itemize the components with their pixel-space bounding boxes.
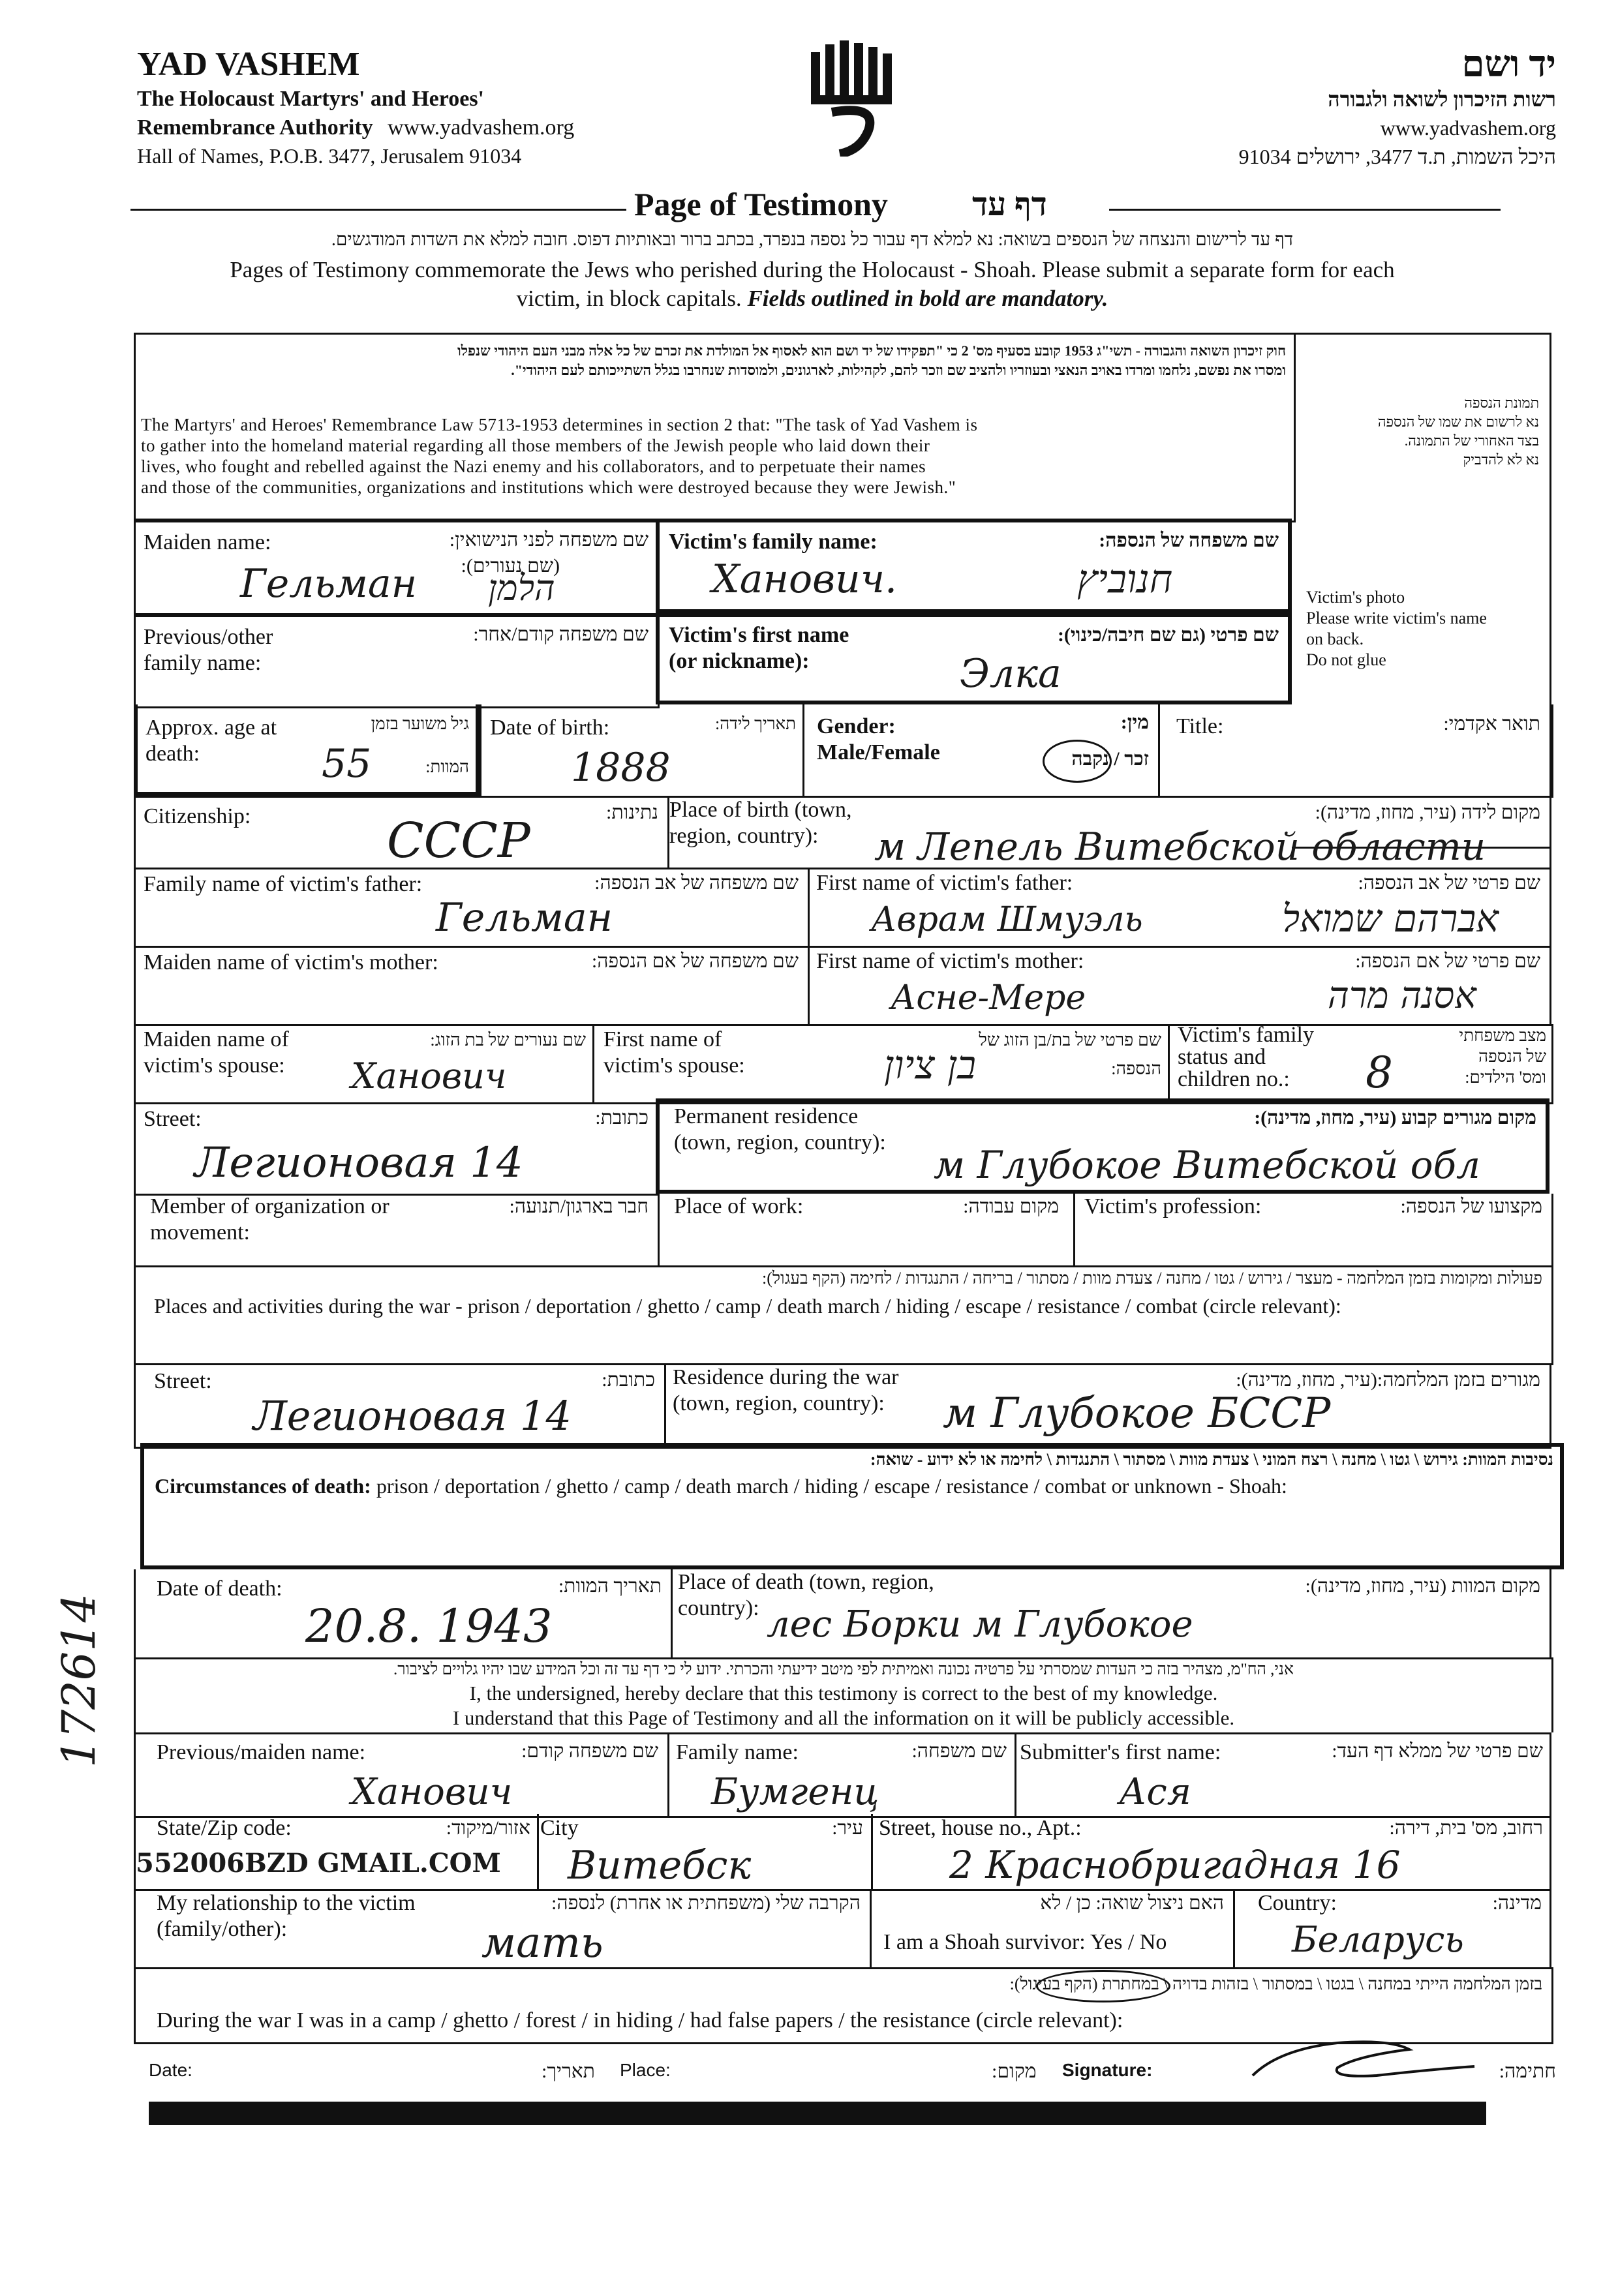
submitter-family-name-field[interactable] xyxy=(665,1732,1016,1818)
maiden-name-field[interactable] xyxy=(134,519,660,617)
profession-field[interactable] xyxy=(1073,1194,1553,1267)
mother-first-value-he: אסנה מרה xyxy=(1328,974,1476,1017)
family-name-label-he: שם משפחה של הנספה: xyxy=(1099,530,1279,551)
activities-field[interactable] xyxy=(134,1265,1553,1365)
declaration xyxy=(134,1657,1553,1732)
submitter-street-field[interactable] xyxy=(871,1814,1551,1891)
photo-en-3: on back. xyxy=(1306,629,1364,648)
submitter-family-name-label-he: שם משפחה: xyxy=(911,1740,1007,1762)
maiden-name-label: Maiden name: xyxy=(144,530,271,554)
submitter-relationship-field[interactable] xyxy=(134,1889,872,1969)
previous-name-label-he: שם משפחה קודם/אחר: xyxy=(473,624,649,645)
submitter-relationship-label-he: הקרבה שלי (משפחתית או אחרת) לנספה: xyxy=(551,1892,861,1914)
org-name-en: YAD VASHEM xyxy=(137,46,360,83)
submitter-first-name-label: Submitter's first name: xyxy=(1020,1740,1221,1764)
age-label xyxy=(145,715,277,767)
family-status-label-3: children no.: xyxy=(1178,1067,1290,1091)
spouse-first-label xyxy=(603,1027,745,1079)
death-place-field[interactable] xyxy=(669,1569,1551,1659)
submitter-war-status-label-he: בזמן המלחמה הייתי במחנה \ בגטו \ במסתור \ בזהות בדויה \ במחתרת (הקף בעיגול): xyxy=(1009,1974,1542,1993)
organization-label-he: חבר בארגון/תנועה: xyxy=(509,1196,649,1217)
previous-name-field[interactable] xyxy=(134,613,660,708)
law-he-1: חוק זיכרון השואה והגבורה - תשי"ג 1953 קובע בסעיף מס' 2 כי "תפקידו של יד ושם הוא לאסוף אל המולדת את זכרם של כל אלה מבני העם היהודי שנפלו xyxy=(457,342,1286,359)
submitter-city-field[interactable] xyxy=(535,1814,873,1891)
activities-label-he: פעולות ומקומות בזמן המלחמה - מעצר / גירוש / גטו / מחנה / צעדת מוות / מסתור / בריחה / התנגדות / לחימה (הקף בעגול): xyxy=(762,1269,1542,1288)
declaration-en-2: I understand that this Page of Testimony and all the information on it will be publicly accessible. xyxy=(452,1706,1235,1729)
mother-first-value: Асне-Мере xyxy=(891,978,1086,1018)
submitter-city-value: Витебск xyxy=(568,1843,752,1888)
circumstances-label-he: נסיבות המוות: גירוש \ גטו \ מחנה \ רצח המוני \ צעדת מוות \ מסתור \ התנגדות \ לחימה או לא ידוע - שואה: xyxy=(870,1450,1553,1469)
residence-field[interactable] xyxy=(656,1098,1549,1194)
maiden-name-value-he: הלמן xyxy=(488,567,555,609)
submitter-country-label-he: מדינה: xyxy=(1492,1892,1542,1914)
death-place-label-he: מקום המוות (עיר, מחוז, מדינה): xyxy=(1305,1575,1540,1597)
photo-he-2: נא לרשום את שמו של הנספה xyxy=(1377,414,1539,430)
street-label-he: כתובת: xyxy=(595,1107,649,1128)
spouse-maiden-label-he: שם נעורים של בת הזוג: xyxy=(430,1030,586,1050)
family-status-label-1: Victim's family xyxy=(1178,1023,1314,1047)
maiden-name-label-he: שם משפחה לפני הנישואין: xyxy=(449,529,649,551)
age-value: 55 xyxy=(322,741,372,787)
father-first-value: Аврам Шмуэль xyxy=(871,900,1143,939)
submitter-zip-value: 552006BZD GMAIL.COM xyxy=(136,1848,501,1879)
law-en xyxy=(141,414,1289,498)
residence-label xyxy=(674,1104,886,1156)
citizenship-field[interactable] xyxy=(134,796,669,869)
citizenship-label: Citizenship: xyxy=(144,804,251,828)
street-field[interactable] xyxy=(134,1102,660,1196)
maiden-name-label-he2: (שם נעורים): xyxy=(461,555,560,577)
spouse-first-label-he-1: שם פרטי של בת/בן הזוג של xyxy=(979,1030,1161,1050)
submitter-street-label-he: רחוב, מס' בית, דירה: xyxy=(1389,1817,1543,1839)
law-he-2: ומסרו את נפשם, נלחמו ומרדו באויב הנאצי ובעוזריו ולהציב שם וזכר להם, לקהילות, לארגונים, ולמוסדות שנחרבו בגלל השתייכותם לעם היהודי". xyxy=(511,362,1286,378)
war-street-value: Легионовая 14 xyxy=(253,1392,572,1440)
war-status-circle-mark xyxy=(1036,1970,1170,2002)
declaration-en-1: I, the undersigned, hereby declare that this testimony is correct to the best of my knowledge. xyxy=(469,1682,1218,1704)
war-street-label-he: כתובת: xyxy=(602,1369,655,1391)
submitter-street-value: 2 Краснобригадная 16 xyxy=(949,1843,1401,1887)
war-residence-label xyxy=(673,1365,899,1417)
war-residence-label-2: (town, region, country): xyxy=(673,1391,885,1415)
first-name-label-1: Victim's first name xyxy=(669,623,849,647)
father-family-label-he: שם משפחה של אב הנספה: xyxy=(594,872,799,894)
spouse-first-field[interactable] xyxy=(590,1024,1168,1104)
first-name-label-he: שם פרטי (גם שם חיבה/כינוי): xyxy=(1057,624,1279,646)
law-he xyxy=(144,341,1286,380)
law-box xyxy=(134,333,1296,522)
submitter-survivor-label: I am a Shoah survivor: Yes / No xyxy=(883,1930,1167,1954)
activities-label: Places and activities during the war - prison / deportation / ghetto / camp / death march / hiding / escape / resistance / combat (circle relevant): xyxy=(154,1294,1341,1318)
father-first-field[interactable] xyxy=(806,868,1551,948)
instructions-en-1: Pages of Testimony commemorate the Jews who perished during the Holocaust - Shoah. Please submit a separate form for each xyxy=(230,257,1395,282)
death-place-value: лес Борки м Глубокое xyxy=(767,1603,1193,1646)
family-name-value: Ханович. xyxy=(712,556,898,602)
family-name-value-he: חנוביץ xyxy=(1077,556,1173,602)
birthplace-label-1: Place of birth (town, xyxy=(669,798,852,822)
birthplace-value: м Лепель Витебской области xyxy=(874,824,1486,869)
submitter-relationship-value: мать xyxy=(481,1919,603,1967)
footer-date-label-he: תאריך: xyxy=(542,2061,595,2082)
spouse-first-label-he-2: הנספה: xyxy=(1111,1059,1161,1078)
submitter-prev-name-value: Ханович xyxy=(351,1771,513,1813)
submitter-prev-name-label: Previous/maiden name: xyxy=(157,1740,366,1764)
birthplace-field[interactable] xyxy=(665,796,1551,869)
title-field[interactable] xyxy=(1158,704,1549,796)
spouse-first-value: בן ציון xyxy=(884,1042,977,1088)
father-first-label-he: שם פרטי של אב הנספה: xyxy=(1358,872,1540,894)
mother-first-label: First name of victim's mother: xyxy=(816,949,1084,973)
photo-en-4: Do not glue xyxy=(1306,650,1386,669)
profession-label-he: מקצועו של הנספה: xyxy=(1400,1196,1542,1217)
law-en-2: to gather into the homeland material regarding all those members of the Jewish people who laid down their xyxy=(141,436,930,455)
street-value: Легионовая 14 xyxy=(194,1139,523,1187)
page-title-en: Page of Testimony xyxy=(634,186,888,222)
photo-instructions-en xyxy=(1306,587,1487,671)
spouse-maiden-label-2: victim's spouse: xyxy=(144,1053,285,1078)
gender-value: זכר / נקבה xyxy=(1071,748,1149,770)
father-family-label: Family name of victim's father: xyxy=(144,872,423,896)
authority-line xyxy=(137,113,574,142)
mother-maiden-label: Maiden name of victim's mother: xyxy=(144,950,438,974)
law-en-3: lives, who fought and rebelled against the Nazi enemy and his collaborators, and to perpetuate their names xyxy=(141,457,926,476)
circumstances-label-bold: Circumstances of death: xyxy=(155,1474,371,1498)
war-residence-value: м Глубокое БССР xyxy=(943,1389,1331,1438)
submitter-survivor-field[interactable] xyxy=(868,1889,1235,1969)
residence-label-2: (town, region, country): xyxy=(674,1130,886,1155)
family-status-label-he-2: של הנספה xyxy=(1478,1047,1546,1066)
submitter-country-label: Country: xyxy=(1258,1891,1337,1915)
address-he: היכל השמות, ת.ד 3477, ירושלים 91034 xyxy=(1238,145,1556,168)
submitter-zip-label-he: אזור/מיקוד: xyxy=(446,1817,530,1839)
age-label-he-2: המוות: xyxy=(425,757,469,776)
birthplace-label-2: region, country): xyxy=(669,824,819,848)
submitter-prev-name-label-he: שם משפחה קודם: xyxy=(521,1740,658,1762)
family-name-field[interactable] xyxy=(656,519,1292,613)
mother-maiden-label-he: שם משפחה של אם הנספה: xyxy=(591,950,799,972)
dob-label-he: תאריך לידה: xyxy=(715,714,796,733)
gender-label-2: Male/Female xyxy=(817,740,940,764)
death-place-label-1: Place of death (town, region, xyxy=(678,1570,934,1594)
father-family-value: Гельман xyxy=(436,895,613,941)
submitter-city-label-he: עיר: xyxy=(832,1817,863,1839)
submitter-family-name-value: Бумгенц xyxy=(711,1771,879,1813)
page-title-he: דף עד xyxy=(972,186,1047,222)
dob-field[interactable] xyxy=(480,704,802,796)
circumstances-label xyxy=(155,1474,1287,1498)
org-header-en xyxy=(137,44,574,170)
age-label-he-1: גיל משוער בזמן xyxy=(371,714,469,733)
residence-label-1: Permanent residence xyxy=(674,1104,859,1128)
dob-label: Date of birth: xyxy=(490,716,610,740)
age-field[interactable] xyxy=(134,704,480,796)
spouse-maiden-value: Ханович xyxy=(351,1055,507,1096)
family-status-label-he-3: ומס' הילדים: xyxy=(1465,1068,1546,1087)
gender-label-1: Gender: xyxy=(817,714,896,738)
submitter-first-name-label-he: שם פרטי של ממלא דף העד: xyxy=(1332,1740,1543,1762)
authority-en-2: Remembrance Authority xyxy=(137,115,373,140)
previous-name-label xyxy=(144,624,273,676)
law-en-4: and those of the communities, organizations and institutions which were destroyed because they were Jewish." xyxy=(141,477,956,497)
photo-he-4: נא לא להדביק xyxy=(1463,451,1539,468)
bottom-bar xyxy=(149,2102,1486,2125)
instructions-he: דף עד לרישום והנצחה של הנספים בשואה: נא למלא דף עבור כל נספה בנפרד, בכתב ברור ובאותיות דפוס. חובה למלא את השדות המודגשים. xyxy=(331,230,1294,250)
gender-label xyxy=(817,714,940,766)
org-header-he xyxy=(1099,44,1556,171)
work-field[interactable] xyxy=(656,1194,1073,1267)
father-first-label: First name of victim's father: xyxy=(816,871,1073,895)
signature-mark xyxy=(1240,2030,1488,2089)
circumstances-field[interactable] xyxy=(140,1443,1564,1569)
academic-title-label-he: תואר אקדמי: xyxy=(1443,713,1540,734)
birthplace-label-he: מקום לידה (עיר, מחוז, מדינה): xyxy=(1315,802,1540,823)
footer-place-label-he: מקום: xyxy=(992,2061,1037,2082)
age-label-2: death: xyxy=(145,742,200,766)
mother-maiden-field[interactable] xyxy=(134,946,810,1026)
family-name-label: Victim's family name: xyxy=(669,530,878,554)
submitter-first-name-field[interactable] xyxy=(1015,1732,1551,1818)
photo-he-3: בצד האחורי של התמונה. xyxy=(1404,432,1539,449)
photo-instructions-he xyxy=(1298,393,1539,469)
submitter-family-name-label: Family name: xyxy=(676,1740,799,1764)
mother-first-label-he: שם פרטי של אם הנספה: xyxy=(1355,950,1540,972)
instructions-en xyxy=(130,256,1494,313)
war-street-field[interactable] xyxy=(134,1363,666,1449)
submitter-country-value: Беларусь xyxy=(1292,1919,1464,1960)
submitter-street-label: Street, house no., Apt.: xyxy=(879,1816,1082,1840)
website-en: www.yadvashem.org xyxy=(388,115,575,140)
first-name-value: Элка xyxy=(960,651,1061,697)
submitter-survivor-label-he: האם ניצול שואה: כן / לא xyxy=(1040,1892,1224,1914)
previous-name-label-2: family name: xyxy=(144,651,262,675)
organization-label xyxy=(150,1194,389,1246)
margin-number: 172614 xyxy=(52,1593,106,1768)
family-status-label xyxy=(1178,1024,1314,1091)
family-status-label-he-1: מצב משפחתי xyxy=(1459,1026,1546,1045)
submitter-zip-field[interactable] xyxy=(134,1814,539,1891)
org-name-he: יד ושם xyxy=(1461,44,1556,85)
birthplace-label xyxy=(669,797,852,849)
gender-field[interactable] xyxy=(802,704,1158,796)
spouse-maiden-label xyxy=(144,1027,289,1079)
submitter-prev-name-field[interactable] xyxy=(134,1732,669,1818)
dod-field[interactable] xyxy=(134,1569,673,1659)
submitter-relationship-label-2: (family/other): xyxy=(157,1917,288,1941)
dod-value: 20.8. 1943 xyxy=(305,1599,553,1653)
family-status-value: 8 xyxy=(1366,1048,1393,1098)
instructions-en-2: victim, in block capitals. xyxy=(516,286,742,311)
address-en: Hall of Names, P.O.B. 3477, Jerusalem 91034 xyxy=(137,144,522,168)
gender-label-he: מין: xyxy=(1120,712,1149,733)
residence-label-he: מקום מגורים קבוע (עיר, מחוז, מדינה): xyxy=(1254,1107,1536,1128)
footer-signature-label: Signature: xyxy=(1062,2060,1153,2080)
dob-value: 1888 xyxy=(571,745,671,791)
dod-label: Date of death: xyxy=(157,1577,282,1601)
declaration-he: אני, הח"מ, מצהיר בזה כי העדות שמסרתי על פרטיה נכונה ואמיתית לפי מיטב ידיעתי והכרתי. ידוע לי כי דף עד זה וכל המידע שבו יהיו גלויים לציבור. xyxy=(393,1661,1294,1678)
spouse-maiden-field[interactable] xyxy=(134,1024,594,1104)
age-label-1: Approx. age at xyxy=(145,716,277,740)
footer-date-label: Date: xyxy=(149,2060,192,2080)
spouse-maiden-label-1: Maiden name of xyxy=(144,1027,289,1051)
submitter-war-status-label: During the war I was in a camp / ghetto / forest / in hiding / had false papers / the resistance (circle relevant): xyxy=(157,2008,1123,2032)
organization-label-2: movement: xyxy=(150,1220,250,1245)
family-status-field[interactable] xyxy=(1168,1024,1553,1104)
academic-title-label: Title: xyxy=(1176,714,1224,738)
first-name-label xyxy=(669,622,849,674)
instructions-en-bold: Fields outlined in bold are mandatory. xyxy=(747,286,1108,311)
circumstances-label-options: prison / deportation / ghetto / camp / death march / hiding / escape / resistance / combat or unknown - Shoah: xyxy=(376,1474,1287,1498)
citizenship-label-he: נתינות: xyxy=(606,802,658,823)
organization-label-1: Member of organization or xyxy=(150,1194,389,1218)
photo-en-2: Please write victim's name xyxy=(1306,609,1487,627)
death-place-label-2: country): xyxy=(678,1596,759,1620)
father-family-field[interactable] xyxy=(134,868,810,948)
previous-name-label-1: Previous/other xyxy=(144,625,273,649)
residence-value: м Глубокое Витебской обл xyxy=(934,1143,1480,1187)
street-label: Street: xyxy=(144,1107,202,1131)
profession-label: Victim's profession: xyxy=(1084,1194,1262,1218)
organization-field[interactable] xyxy=(134,1194,660,1267)
law-en-1: The Martyrs' and Heroes' Remembrance Law 5713-1953 determines in section 2 that: "The task of Yad Vashem is xyxy=(141,415,978,434)
family-status-label-he xyxy=(1459,1025,1546,1088)
mother-first-field[interactable] xyxy=(806,946,1551,1026)
father-first-value-he: אברהם שמואל xyxy=(1282,896,1499,941)
authority-he: רשות הזיכרון לשואה ולגבורה xyxy=(1328,87,1556,111)
war-residence-field[interactable] xyxy=(662,1363,1551,1449)
submitter-relationship-label xyxy=(157,1890,416,1942)
photo-he-1: תמונת הנספה xyxy=(1464,395,1539,411)
website-he: www.yadvashem.org xyxy=(1380,116,1556,140)
family-status-label-2: status and xyxy=(1178,1045,1266,1069)
photo-en-1: Victim's photo xyxy=(1306,588,1405,607)
authority-en-1: The Holocaust Martyrs' and Heroes' xyxy=(137,87,484,111)
submitter-relationship-label-1: My relationship to the victim xyxy=(157,1891,416,1915)
dod-label-he: תאריך המוות: xyxy=(558,1575,662,1597)
spouse-first-label-1: First name of xyxy=(603,1027,722,1051)
first-name-label-2: (or nickname): xyxy=(669,649,810,673)
work-label-he: מקום עבודה: xyxy=(963,1196,1059,1217)
submitter-country-field[interactable] xyxy=(1233,1889,1551,1969)
citizenship-value: СССР xyxy=(387,813,530,869)
submitter-first-name-value: Ася xyxy=(1119,1771,1191,1813)
war-residence-label-he: מגורים בזמן המלחמה:(עיר, מחוז, מדינה): xyxy=(1236,1369,1540,1391)
war-residence-label-1: Residence during the war xyxy=(673,1365,899,1389)
footer-signature-label-he: חתימה: xyxy=(1499,2061,1556,2082)
footer-place-label: Place: xyxy=(620,2060,671,2080)
war-street-label: Street: xyxy=(154,1369,212,1393)
maiden-name-value: Гельман xyxy=(240,561,418,607)
first-name-field[interactable] xyxy=(656,613,1292,704)
submitter-city-label: City xyxy=(540,1816,579,1840)
submitter-zip-label: State/Zip code: xyxy=(157,1816,292,1840)
spouse-first-label-2: victim's spouse: xyxy=(603,1053,745,1078)
yad-vashem-logo xyxy=(806,39,897,157)
work-label: Place of work: xyxy=(674,1194,804,1218)
